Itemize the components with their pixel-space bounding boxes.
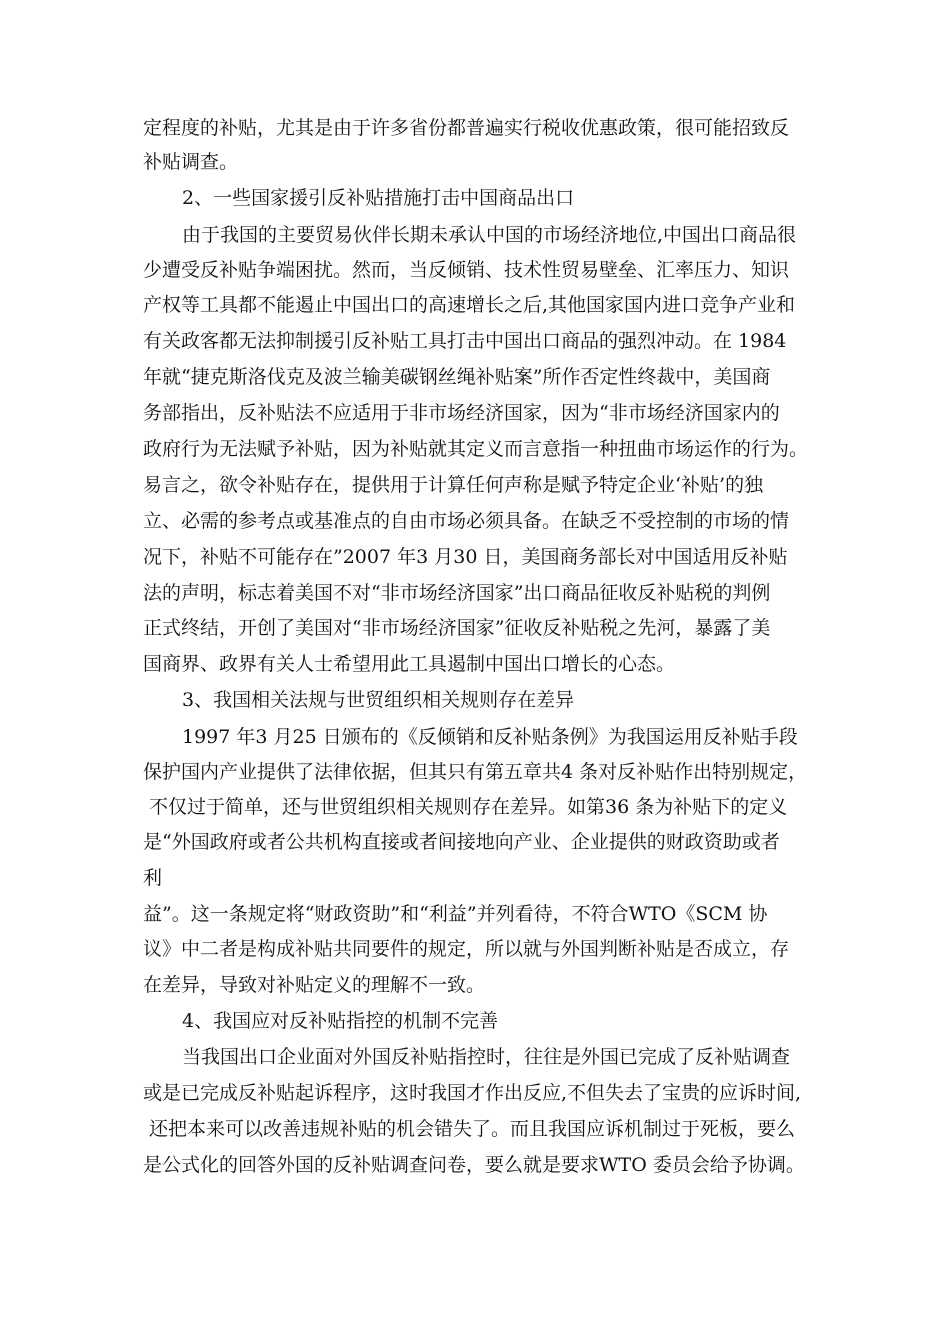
text-line: 利 [143,867,163,889]
text-line: 务部指出，反补贴法不应适用于非市场经济国家，因为“非市场经济国家内的 [143,402,780,424]
text-line: 法的声明，标志着美国不对“非市场经济国家”出口商品征收反补贴税的判例 [143,582,771,604]
text-line: 还把本来可以改善违规补贴的机会错失了。而且我国应诉机制过于死板，要么 [143,1118,796,1140]
text-line: 在差异，导致对补贴定义的理解不一致。 [143,974,486,996]
text-line: 补贴调查。 [143,151,239,173]
text-line: 益”。这一条规定将“财政资助”和“利益”并列看待，不符合WTO《SCM 协 [143,903,768,925]
text-line: 议》中二者是构成补贴共同要件的规定，所以就与外国判断补贴是否成立，存 [143,938,790,960]
section-heading: 4、我国应对反补贴指控的机制不完善 [182,1010,499,1032]
text-line: 有关政客都无法抑制援引反补贴工具打击中国出口商品的强烈冲动。在 1984 [143,330,787,352]
text-line: 是“外国政府或者公共机构直接或者间接地向产业、企业提供的财政资助或者 [143,831,780,853]
text-line: 由于我国的主要贸易伙伴长期未承认中国的市场经济地位,中国出口商品很 [182,224,797,246]
text-line: 产权等工具都不能遏止中国出口的高速增长之后,其他国家国内进口竞争产业和 [143,294,796,316]
section-heading: 2、一些国家援引反补贴措施打击中国商品出口 [182,187,575,209]
text-line: 不仅过于简单，还与世贸组织相关规则存在差异。如第36 条为补贴下的定义 [143,796,788,818]
text-line: 保护国内产业提供了法律依据，但其只有第五章共4 条对反补贴作出特别规定， [143,761,808,783]
text-line: 少遭受反补贴争端困扰。然而，当反倾销、技术性贸易壁垒、汇率压力、知识 [143,259,790,281]
text-line: 国商界、政界有关人士希望用此工具遏制中国出口增长的心态。 [143,653,676,675]
text-line: 政府行为无法赋予补贴，因为补贴就其定义而言意指一种扭曲市场运作的行为。 [143,438,809,460]
text-line: 或是已完成反补贴起诉程序，这时我国才作出反应,不但失去了宝贵的应诉时间, [143,1082,802,1104]
text-line: 当我国出口企业面对外国反补贴指控时，往往是外国已完成了反补贴调查 [182,1046,791,1068]
section-heading: 3、我国相关法规与世贸组织相关规则存在差异 [182,689,575,711]
text-line: 年就“捷克斯洛伐克及波兰输美碳钢丝绳补贴案”所作否定性终裁中，美国商 [143,366,771,388]
text-line: 1997 年3 月25 日颁布的《反倾销和反补贴条例》为我国运用反补贴手段 [182,726,798,748]
text-line: 正式终结，开创了美国对“非市场经济国家”征收反补贴税之先河，暴露了美 [143,617,771,639]
text-line: 是公式化的回答外国的反补贴调查问卷，要么就是要求WTO 委员会给予协调。 [143,1154,805,1176]
text-line: 易言之，欲令补贴存在，提供用于计算任何声称是赋予特定企业‘补贴’的独 [143,474,764,496]
text-line: 定程度的补贴，尤其是由于许多省份都普遍实行税收优惠政策，很可能招致反 [143,117,790,139]
text-line: 况下，补贴不可能存在”2007 年3 月30 日，美国商务部长对中国适用反补贴 [143,546,788,568]
text-line: 立、必需的参考点或基准点的自由市场必须具备。在缺乏不受控制的市场的情 [143,510,790,532]
